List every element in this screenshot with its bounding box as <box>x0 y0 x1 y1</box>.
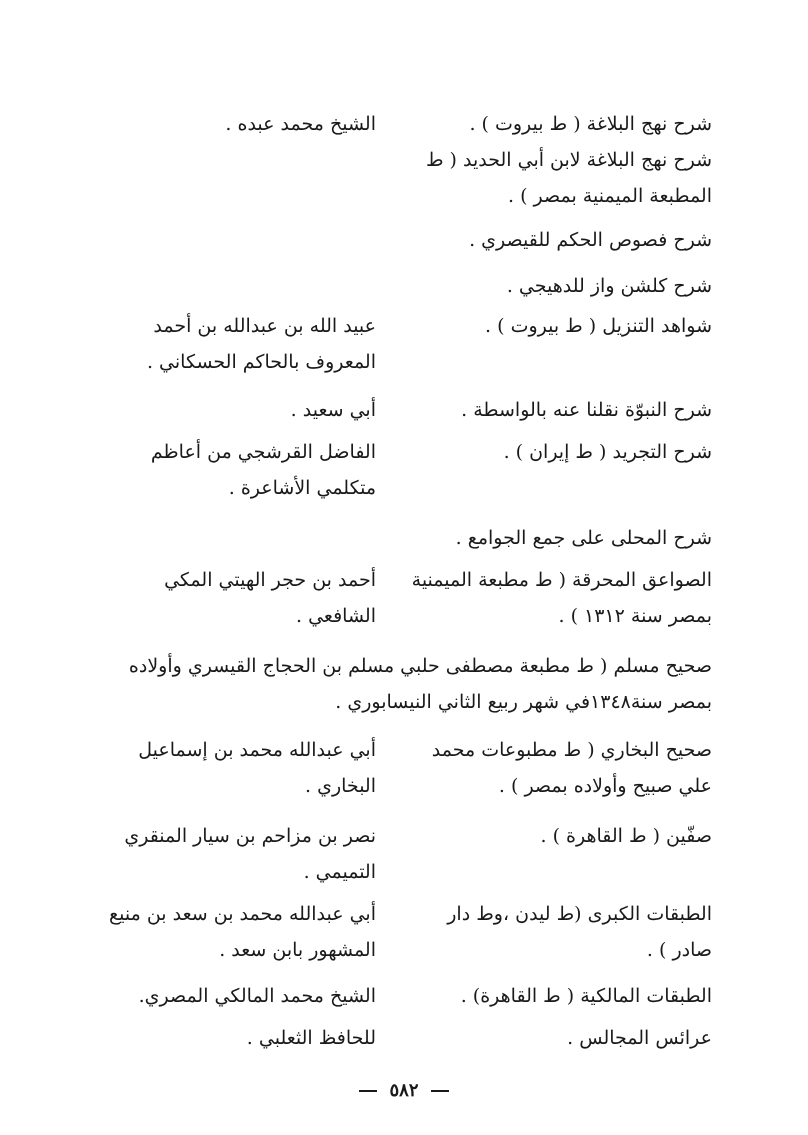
entry-title: شرح كلشن واز للدهيجي . <box>506 275 712 297</box>
entry-title: صفّين ( ط القاهرة ) . <box>540 825 712 847</box>
bibliography-entry <box>98 434 712 506</box>
bibliography-entry <box>98 268 712 304</box>
bibliography-entry <box>98 978 712 1014</box>
entry-author: الشيخ محمد عبده . <box>225 113 376 135</box>
bibliography-entry <box>98 142 712 214</box>
entry-author: عبيد الله بن عبدالله بن أحمد المعروف بالحاكم الحسكاني . <box>146 315 376 373</box>
bibliography-entry <box>98 520 712 556</box>
page-number: ٥٨٢ <box>389 1080 419 1101</box>
entry-author: أبي عبدالله محمد بن إسماعيل البخاري . <box>138 739 376 797</box>
entry-author: الشيخ محمد المالكي المصري. <box>138 985 376 1007</box>
entry-author: أبي سعيد . <box>290 399 376 421</box>
footer-dash <box>431 1090 449 1092</box>
entry-title: شواهد التنزيل ( ط بيروت ) . <box>485 315 712 337</box>
entry-title: الطبقات المالكية ( ط القاهرة) . <box>460 985 712 1007</box>
entry-title: الصواعق المحرقة ( ط مطبعة الميمنية بمصر سنة ١٣١٢ ) . <box>411 569 712 627</box>
entry-author: الفاضل القرشجي من أعاظم متكلمي الأشاعرة . <box>150 441 376 499</box>
entry-title: شرح المحلى على جمع الجوامع . <box>455 527 712 549</box>
entry-author: نصر بن مزاحم بن سيار المنقري التميمي . <box>124 825 376 883</box>
bibliography-entry <box>98 732 712 804</box>
entry-title: شرح التجريد ( ط إيران ) . <box>503 441 712 463</box>
bibliography-entry <box>98 308 712 380</box>
footer-dash <box>359 1090 377 1092</box>
bibliography-entry <box>98 392 712 428</box>
bibliography-entry <box>98 106 712 142</box>
entry-author: للحافظ الثعلبي . <box>246 1027 376 1049</box>
bibliography-entry <box>98 1020 712 1056</box>
bibliography-entry <box>98 562 712 634</box>
bibliography-entry <box>98 648 712 720</box>
entry-text: صحيح مسلم ( ط مطبعة مصطفى حلبي مسلم بن الحجاج القيسري وأولاده بمصر سنة١٣٤٨في شهر ربيع الثاني النيسابوري . <box>128 655 712 713</box>
entry-title: صحيح البخاري ( ط مطبوعات محمد علي صبيح وأولاده بمصر ) . <box>431 739 712 797</box>
entry-title: شرح النبوّة نقلنا عنه بالواسطة . <box>461 399 712 421</box>
bibliography-entry <box>98 896 712 968</box>
entry-title: شرح فصوص الحكم للقيصري . <box>469 229 712 251</box>
entry-title: شرح نهج البلاغة ( ط بيروت ) . <box>469 113 712 135</box>
bibliography-entry <box>98 222 712 258</box>
entry-title: الطبقات الكبرى (ط ليدن ،وط دار صادر ) . <box>447 903 712 961</box>
entry-title: شرح نهج البلاغة لابن أبي الحديد ( ط المطبعة الميمنية بمصر ) . <box>425 149 712 207</box>
entry-title: عرائس المجالس . <box>567 1027 712 1049</box>
entry-author: أحمد بن حجر الهيتي المكي الشافعي . <box>164 569 376 627</box>
bibliography-entry <box>98 818 712 890</box>
page-footer <box>0 1080 808 1101</box>
entry-author: أبي عبدالله محمد بن سعد بن منيع المشهور بابن سعد . <box>109 903 376 961</box>
